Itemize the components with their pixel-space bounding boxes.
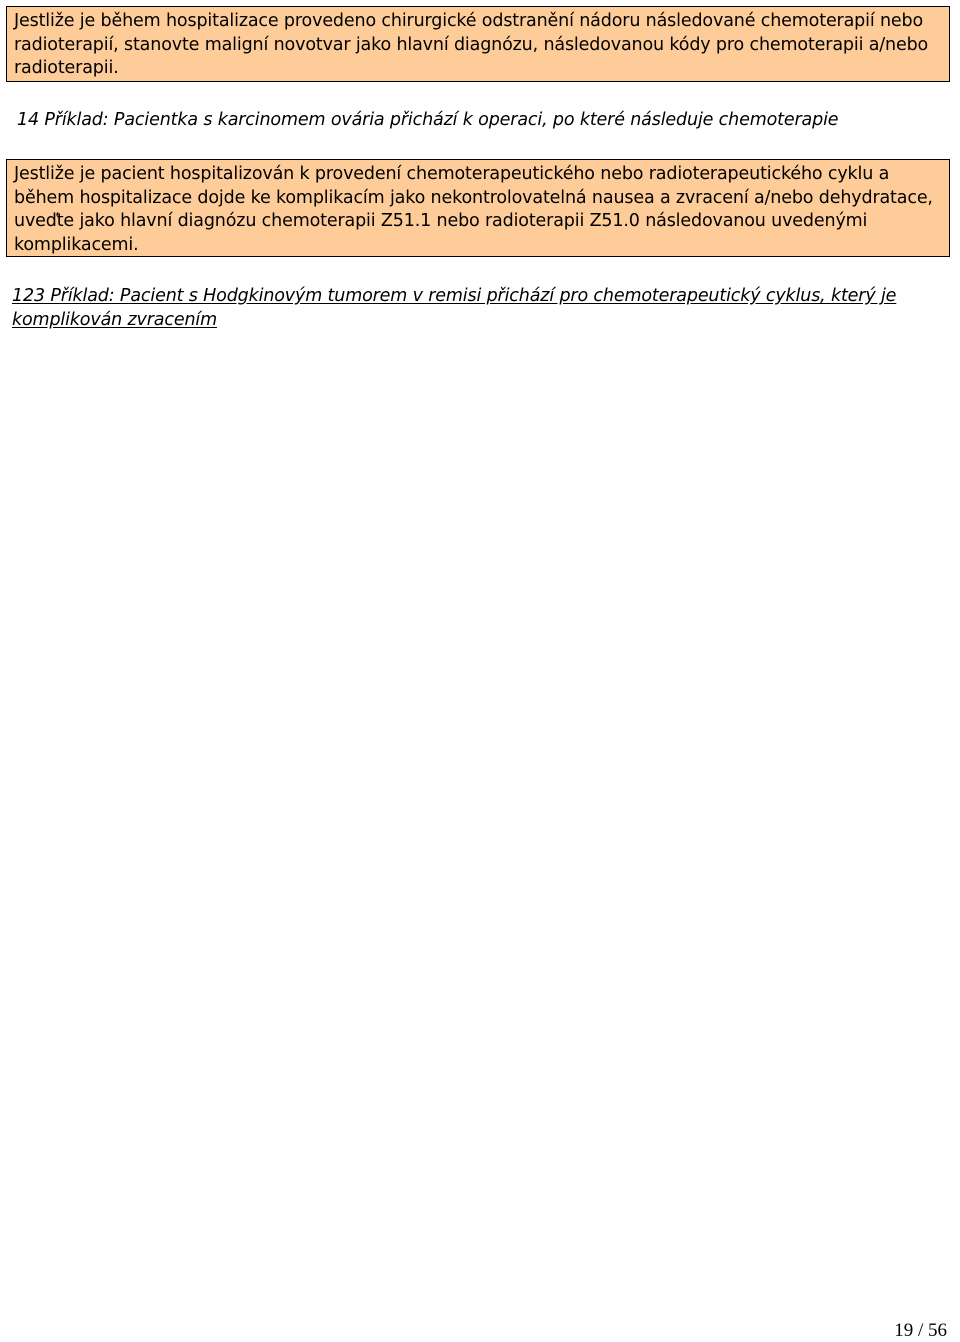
guideline-box-chemotherapy-complications: Jestliže je pacient hospitalizován k provedení chemoterapeutického nebo radioterapeutického cyklu a během hospitalizace dojde ke komplikacím jako nekontrolovatelná nausea a zvracení a/nebo dehydratace, uveďte jako hlavní diagnózu chemoterapii Z51.1 nebo radioterapii Z51.0 následovanou uvedenými komplikacemi. (6, 159, 950, 257)
page-number: 19 / 56 (894, 1320, 947, 1341)
example-link-hodgkin-tumor[interactable]: 123 Příklad: Pacient s Hodgkinovým tumorem v remisi přichází pro chemoterapeutický cyklus, který je komplikován zvracením (12, 286, 897, 330)
guideline-box-surgery-chemotherapy: Jestliže je během hospitalizace provedeno chirurgické odstranění nádoru následované chemoterapií nebo radioterapií, stanovte maligní novotvar jako hlavní diagnózu, následovanou kódy pro chemoterapii a/nebo radioterapii. (6, 6, 950, 82)
example-heading-ovarian-carcinoma: 14 Příklad: Pacientka s karcinomem ovária přichází k operaci, po které následuje chemoterapie (17, 110, 839, 130)
